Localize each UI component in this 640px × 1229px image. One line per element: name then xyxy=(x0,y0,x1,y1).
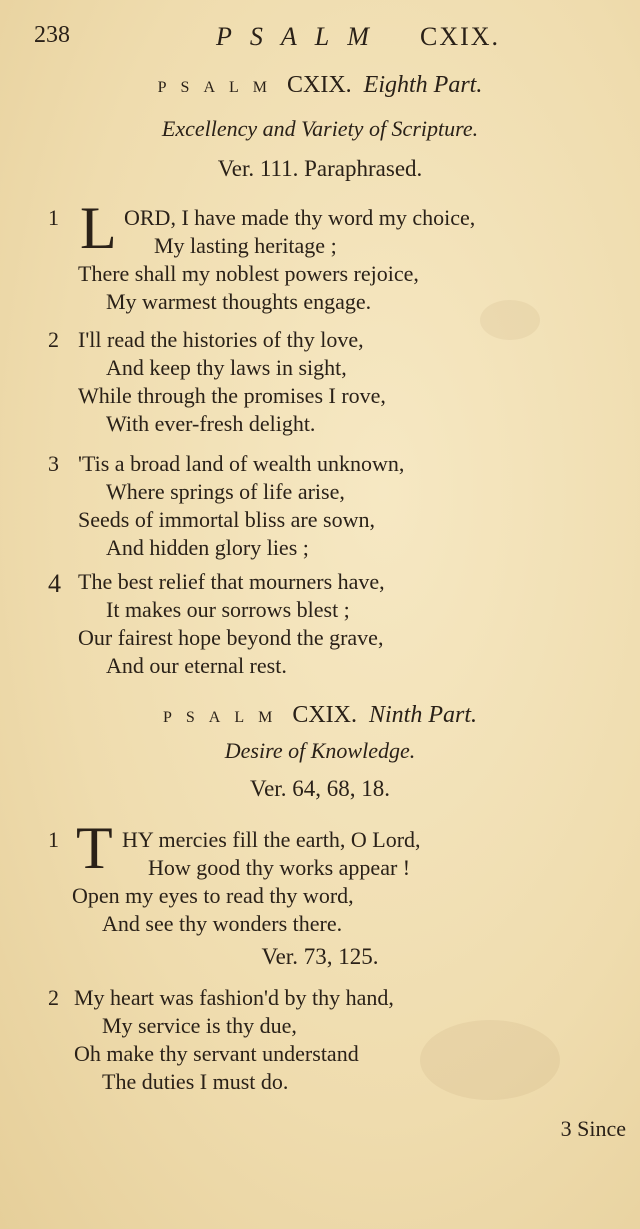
verse-line: I'll read the histories of thy love, xyxy=(78,327,364,352)
verse-line: My lasting heritage ; xyxy=(154,233,337,258)
drop-capital: L xyxy=(80,195,117,261)
verse-line: There shall my noblest powers rejoice, xyxy=(78,261,419,286)
verse-line: While through the promises I rove, xyxy=(78,383,386,408)
verse-line: And hidden glory lies ; xyxy=(106,535,309,560)
verse-line: HY mercies fill the earth, O Lord, xyxy=(122,827,421,852)
running-title: PSALM xyxy=(216,22,387,51)
verse-line: My service is thy due, xyxy=(102,1013,297,1038)
verse-line: Our fairest hope beyond the grave, xyxy=(78,625,384,650)
verse-line: Open my eyes to read thy word, xyxy=(72,883,354,908)
stanza-number: 3 xyxy=(48,451,59,476)
stanza-number: 1 xyxy=(48,205,59,230)
section-heading xyxy=(0,702,640,729)
verse-reference: Ver. 111. Paraphrased. xyxy=(217,156,423,181)
verse-line: 'Tis a broad land of wealth unknown, xyxy=(78,451,405,476)
verse-line: The duties I must do. xyxy=(102,1069,289,1094)
stanza-number: 2 xyxy=(48,985,59,1010)
page-number: 238 xyxy=(34,22,70,48)
page-stain xyxy=(420,1020,560,1100)
running-header xyxy=(0,22,640,54)
catchword xyxy=(561,1116,626,1149)
psalm-label: PSALM xyxy=(162,709,287,726)
verse-line: With ever-fresh delight. xyxy=(106,411,316,436)
verse-reference: Ver. 73, 125. xyxy=(261,944,379,969)
psalm-numeral: CXIX. xyxy=(287,72,352,98)
verse-line: ORD, I have made thy word my choice, xyxy=(124,205,476,230)
running-title-numeral: CXIX. xyxy=(420,22,501,51)
psalm-label: PSALM xyxy=(157,79,281,96)
verse-reference: Ver. 64, 68, 18. xyxy=(250,776,390,801)
verse-line: And keep thy laws in sight, xyxy=(106,355,347,380)
section-heading xyxy=(0,72,640,99)
section-subtitle: Desire of Knowledge. xyxy=(224,738,416,763)
stanza-number: 4 xyxy=(48,569,61,598)
stanza-number: 1 xyxy=(48,827,59,852)
verse-line: My warmest thoughts engage. xyxy=(106,289,372,314)
verse-line: The best relief that mourners have, xyxy=(78,569,385,594)
verse-line: It makes our sorrows blest ; xyxy=(106,597,350,622)
verse-line: And our eternal rest. xyxy=(106,653,287,678)
verse-line: And see thy wonders there. xyxy=(102,911,343,936)
verse-line: How good thy works appear ! xyxy=(148,855,411,880)
verse-line: Where springs of life arise, xyxy=(106,479,345,504)
section-subtitle: Excellency and Variety of Scripture. xyxy=(161,116,479,141)
stanza-number: 2 xyxy=(48,327,59,352)
verse-line: Seeds of immortal bliss are sown, xyxy=(78,507,375,532)
psalm-part: Ninth Part. xyxy=(369,702,478,728)
drop-capital: T xyxy=(76,815,113,881)
verse-line: My heart was fashion'd by thy hand, xyxy=(74,985,394,1010)
psalm-part: Eighth Part. xyxy=(363,72,483,98)
catchword-text: Since xyxy=(577,1116,626,1141)
catchword-number: 3 xyxy=(560,1116,572,1141)
psalm-numeral: CXIX. xyxy=(292,702,357,728)
page-stain xyxy=(480,300,540,340)
verse-line: Oh make thy servant understand xyxy=(74,1041,359,1066)
